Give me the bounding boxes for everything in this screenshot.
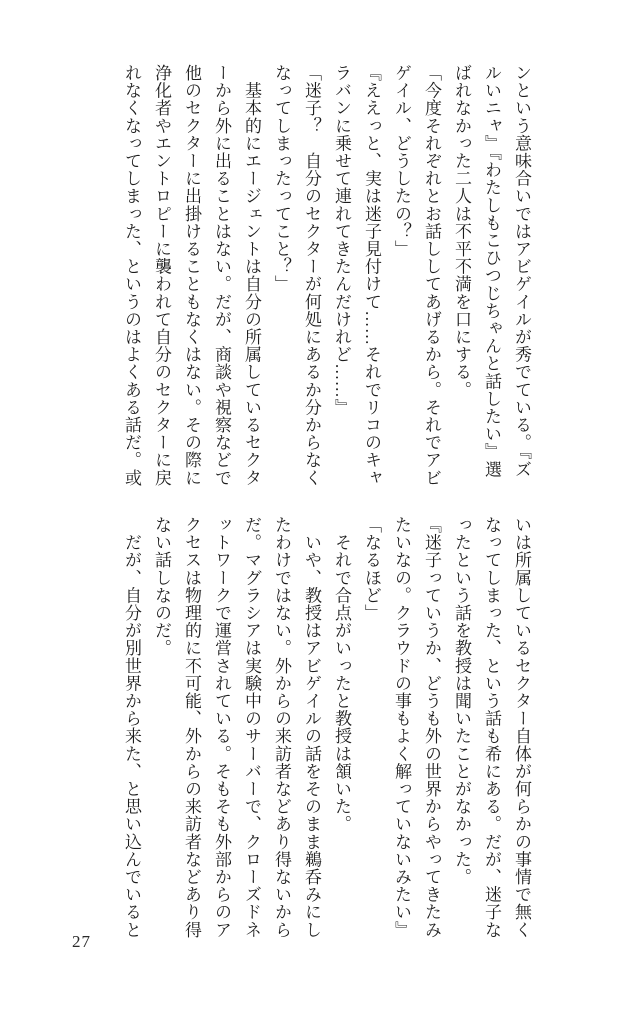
text-column: 「今度それぞれとお話ししてあげるから。それでアビ (422, 64, 441, 487)
text-column: いは所属しているセクター自体が何らかの事情で無く (512, 516, 531, 939)
text-column: 他のセクターに出掛けることもなくはない。その際に (182, 64, 201, 487)
text-column: だが、自分が別世界から来た、と思い込んでいると (122, 516, 141, 939)
text-column: たわけではない。外からの来訪者などあり得ないから (272, 516, 291, 939)
bottom-text-block (116, 516, 536, 946)
text-column: ーから外に出ることはない。だが、商談や視察などで (212, 64, 231, 487)
text-column: ゲイル、どうしたの？」 (392, 64, 411, 258)
text-column: 『迷子っていうか、どうも外の世界からやってきたみ (422, 516, 441, 939)
text-column: れなくなってしまった、というのはよくある話だ。或 (122, 64, 141, 487)
text-column: クセスは物理的に不可能、外からの来訪者などあり得 (182, 516, 201, 939)
text-column: ったという話を教授は聞いたことがなかった。 (452, 516, 471, 886)
text-column: なってしまった、という話も希にある。だが、迷子な (482, 516, 501, 939)
text-column: たいなの。クラウドの事もよく解っていないみたい』 (392, 516, 411, 939)
text-column: ない話しなのだ。 (152, 516, 171, 657)
text-column: 「迷子？ 自分のセクターが何処にあるか分からなく (302, 64, 321, 487)
text-column: ンという意味合いではアビゲイルが秀でている。『ズ (512, 64, 531, 478)
text-column: それで合点がいったと教授は頷いた。 (332, 516, 351, 833)
text-column: ットワークで運営されている。そもそも外部からのア (212, 516, 231, 939)
text-column: ラバンに乗せて連れてきたんだけれど……』 (332, 64, 351, 416)
text-column: いや、教授はアビゲイルの話をそのまま鵜呑みにし (302, 516, 321, 939)
text-column: ルいニャ』『わたしもこひつじちゃんと話したい』選 (482, 64, 501, 478)
page-number: 27 (72, 932, 91, 951)
top-text-block (116, 64, 536, 487)
text-column: 基本的にエージェントは自分の所属しているセクタ (242, 64, 261, 487)
text-column: だ。マグラシアは実験中のサーバーで、クローズドネ (242, 516, 261, 939)
text-column: なってしまったってこと？」 (272, 64, 291, 293)
text-column: ばれなかった二人は不平不満を口にする。 (452, 64, 471, 399)
text-column: 「なるほど」 (362, 516, 381, 622)
text-column: 浄化者やエントロピーに襲われて自分のセクターに戻 (152, 64, 171, 487)
text-column: 『ええっと、実は迷子見付けて……それでリコのキャ (362, 64, 381, 487)
